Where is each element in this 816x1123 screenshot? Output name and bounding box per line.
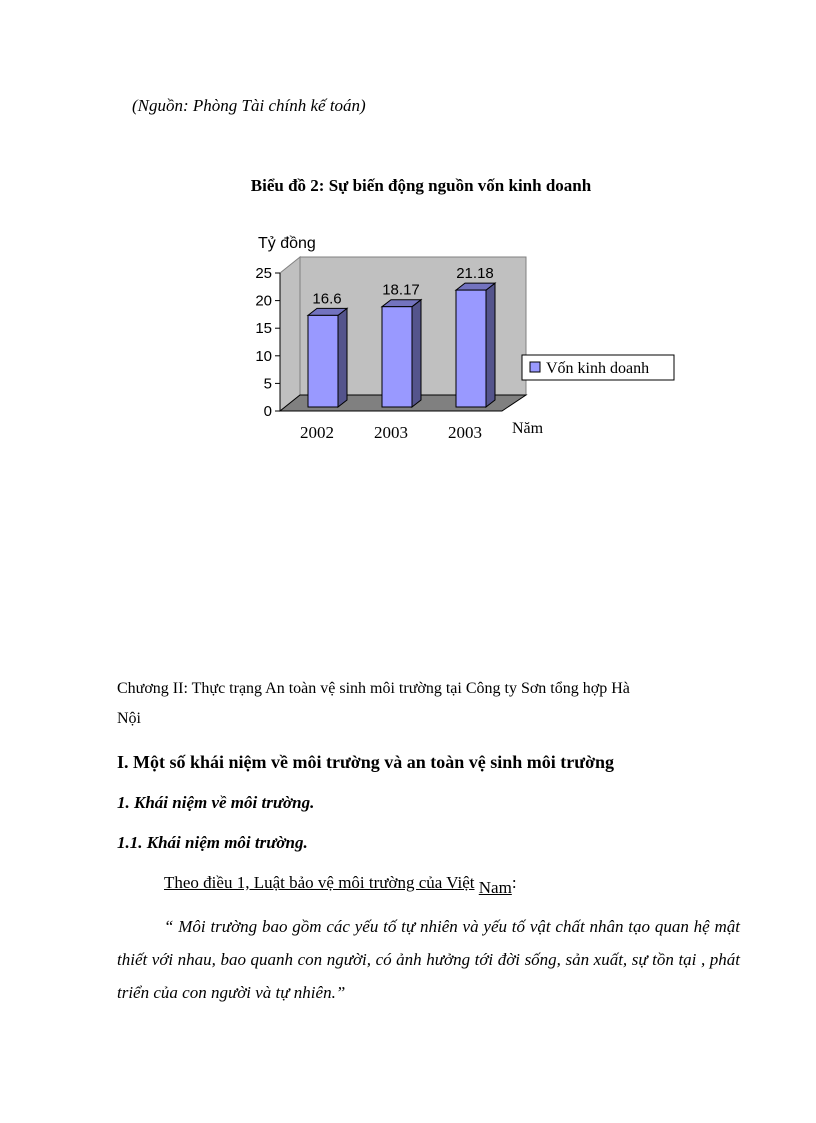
- bar-side: [338, 308, 347, 407]
- subheading-1: 1. Khái niệm về môi trường.: [117, 793, 315, 812]
- bar-value-label: 21.18: [456, 265, 494, 283]
- y-ticks: [255, 265, 280, 420]
- bar-value-label: 16.6: [312, 290, 342, 308]
- bar: [382, 307, 412, 407]
- source-note: (Nguồn: Phòng Tài chính kế toán): [132, 96, 366, 115]
- law-reference-tail: Nam: [478, 878, 512, 897]
- bar-side: [486, 283, 495, 407]
- chapter-title-line-1: Chương II: Thực trạng An toàn vệ sinh môi trường tại Công ty Sơn tổng hợp Hà: [117, 680, 630, 697]
- y-tick-label: 20: [255, 292, 272, 310]
- x-tick-label: 2002: [300, 423, 334, 442]
- y-tick-label: 0: [263, 403, 272, 420]
- y-tick-label: 15: [255, 320, 272, 338]
- bar-value-label: 18.17: [382, 281, 420, 299]
- y-axis-label: Tỷ đồng: [258, 235, 316, 252]
- y-tick-label: 5: [263, 375, 272, 393]
- x-tick-label: 2003: [448, 423, 482, 442]
- y-tick-label: 10: [255, 347, 272, 365]
- law-reference-text: Theo điều 1, Luật bảo vệ môi trường của Việt: [164, 873, 475, 892]
- law-reference: [164, 873, 517, 897]
- chart-legend: [522, 355, 674, 380]
- section-heading: I. Một số khái niệm về môi trường và an toàn vệ sinh môi trường: [117, 752, 615, 772]
- y-tick-label: 25: [255, 265, 272, 282]
- x-ticks: [300, 423, 482, 442]
- legend-swatch: [530, 362, 540, 372]
- capital-bar-chart: [236, 226, 696, 456]
- x-axis-label: Năm: [512, 420, 544, 437]
- bar: [308, 315, 338, 407]
- quote-text: “ Môi trường bao gồm các yếu tố tự nhiên và yếu tố vật chất nhân tạo quan hệ mật thiết với nhau, bao quanh con người, có ảnh hưởng tới đời sống, sản xuất, sự tồn tại , phát triển của con người và tự nhiên.”: [117, 917, 740, 1002]
- quote-paragraph: [117, 910, 740, 1009]
- legend-label: Vốn kinh doanh: [546, 360, 650, 377]
- chart-side-wall: [280, 257, 300, 411]
- chart-title: Biểu đồ 2: Sự biến động nguồn vốn kinh doanh: [250, 176, 592, 195]
- x-tick-label: 2003: [374, 423, 408, 442]
- bar: [456, 290, 486, 407]
- subheading-1-1: 1.1. Khái niệm môi trường.: [117, 833, 308, 852]
- law-reference-colon: :: [511, 873, 517, 892]
- chapter-title-line-2: Nội: [117, 710, 141, 727]
- bar-side: [412, 300, 421, 407]
